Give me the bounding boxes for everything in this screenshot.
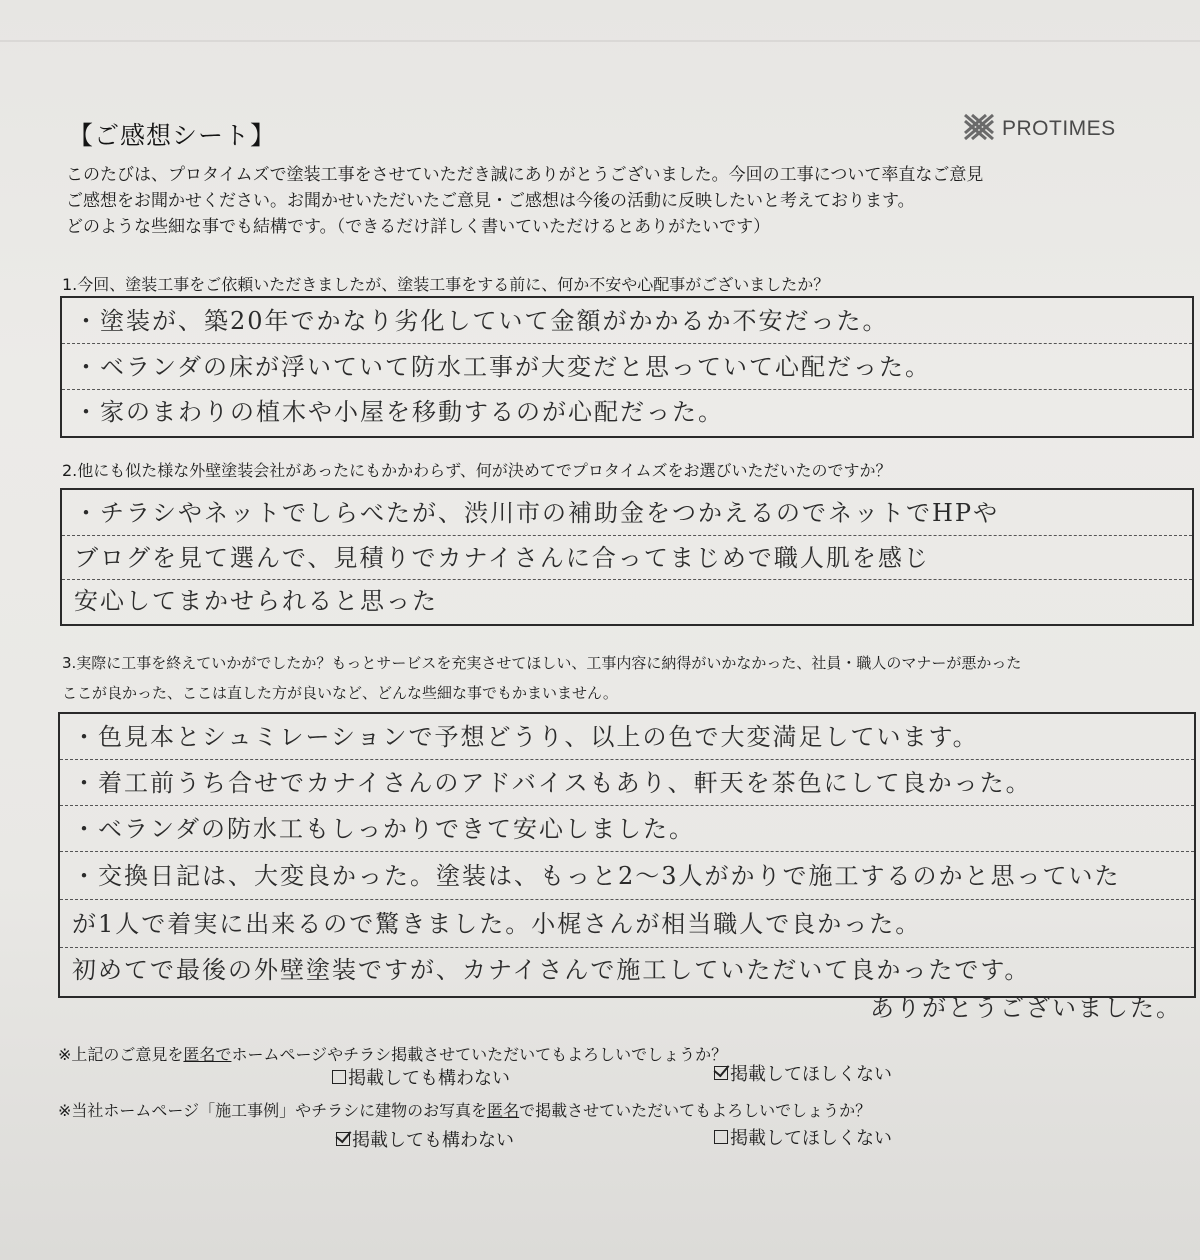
option-label: 掲載しても構わない	[352, 1130, 514, 1151]
consent-text: で掲載させていただいてもよろしいでしょうか？	[519, 1101, 872, 1120]
answer-box-1	[60, 296, 1194, 438]
answer-line: が1人で着実に出来るので驚きました。小梶さんが相当職人で良かった。	[60, 900, 1194, 948]
consent-text: ※上記のご意見を	[58, 1045, 184, 1064]
answer-box-2	[60, 488, 1194, 626]
page-title: 【ご感想シート】	[68, 121, 277, 150]
consent-question-2	[58, 1098, 871, 1121]
answer-line: ・ベランダの床が浮いていて防水工事が大変だと思っていて心配だった。	[62, 344, 1192, 390]
answer-line: ・ベランダの防水工もしっかりできて安心しました。	[60, 806, 1194, 852]
option-label: 掲載しても構わない	[348, 1068, 510, 1089]
question-1: 1.今回、塗装工事をご依頼いただきましたが、塗装工事をする前に、何か不安や心配事がございましたか？	[62, 275, 830, 294]
logo-text: PROTIMES	[1002, 117, 1116, 140]
consent-underline: 匿名で	[183, 1045, 232, 1064]
answer-line: ・交換日記は、大変良かった。塗装は、もっと2〜3人がかりで施工するのかと思っていた	[60, 852, 1194, 900]
option-label: 掲載してほしくない	[730, 1128, 892, 1149]
consent-text: ホームページやチラシ掲載させていただいてもよろしいでしょうか？	[231, 1045, 728, 1064]
consent1-option-no[interactable]	[714, 1060, 892, 1086]
question-3: 3.実際に工事を終えていかがでしたか？もっとサービスを充実させてほしい、工事内容に納得がいかなかった、社員・職人のマナーが悪かった	[62, 654, 1022, 672]
question-3-continued: ここが良かった、ここは直した方が良いなど、どんな些細な事でもかまいません。	[62, 684, 618, 702]
consent2-option-no[interactable]	[714, 1124, 892, 1150]
consent-underline: 匿名	[487, 1101, 520, 1120]
thanks-note: ありがとうございました。	[870, 994, 1182, 1022]
logo	[962, 112, 1116, 146]
answer-line: ・家のまわりの植木や小屋を移動するのが心配だった。	[74, 398, 724, 426]
checkbox-checked-icon[interactable]	[336, 1132, 350, 1146]
checkbox-unchecked-icon[interactable]	[332, 1070, 346, 1084]
consent1-option-yes[interactable]	[332, 1064, 510, 1090]
consent-question-1	[58, 1042, 727, 1065]
answer-line: 安心してまかせられると思った	[74, 587, 438, 615]
answer-line: ブログを見て選んで、見積りでカナイさんに合ってまじめで職人肌を感じ	[62, 536, 1192, 580]
answer-line: ・色見本とシュミレーションで予想どうり、以上の色で大変満足しています。	[60, 714, 1194, 760]
answer-line: ・塗装が、築20年でかなり劣化していて金額がかかるか不安だった。	[62, 298, 1192, 344]
consent2-option-yes[interactable]	[336, 1126, 514, 1152]
protimes-logo-icon	[962, 112, 996, 146]
checkbox-unchecked-icon[interactable]	[714, 1130, 728, 1144]
intro-line: どのような些細な事でも結構です。（できるだけ詳しく書いていただけるとありがたいです）	[66, 217, 771, 237]
option-label: 掲載してほしくない	[730, 1064, 892, 1085]
answer-line: ・チラシやネットでしらべたが、渋川市の補助金をつかえるのでネットでHPや	[62, 490, 1192, 536]
intro-line: このたびは、プロタイムズで塗装工事をさせていただき誠にありがとうございました。今回の工事について率直なご意見	[66, 165, 984, 185]
answer-line: ・着工前うち合せでカナイさんのアドバイスもあり、軒天を茶色にして良かった。	[60, 760, 1194, 806]
answer-box-3	[58, 712, 1196, 998]
answer-line: 初めてで最後の外壁塗装ですが、カナイさんで施工していただいて良かったです。	[72, 956, 1031, 984]
consent-text: ※当社ホームページ「施工事例」やチラシに建物のお写真を	[58, 1101, 488, 1120]
intro-text	[66, 162, 1176, 240]
checkbox-checked-icon[interactable]	[714, 1066, 728, 1080]
intro-line: ご感想をお聞かせください。お聞かせいただいたご意見・ご感想は今後の活動に反映したいと考えております。	[66, 191, 915, 211]
paper-fold	[0, 40, 1200, 42]
question-2: 2.他にも似た様な外壁塗装会社があったにもかかわらず、何が決めてでプロタイムズをお選びいただいたのですか？	[62, 461, 892, 480]
